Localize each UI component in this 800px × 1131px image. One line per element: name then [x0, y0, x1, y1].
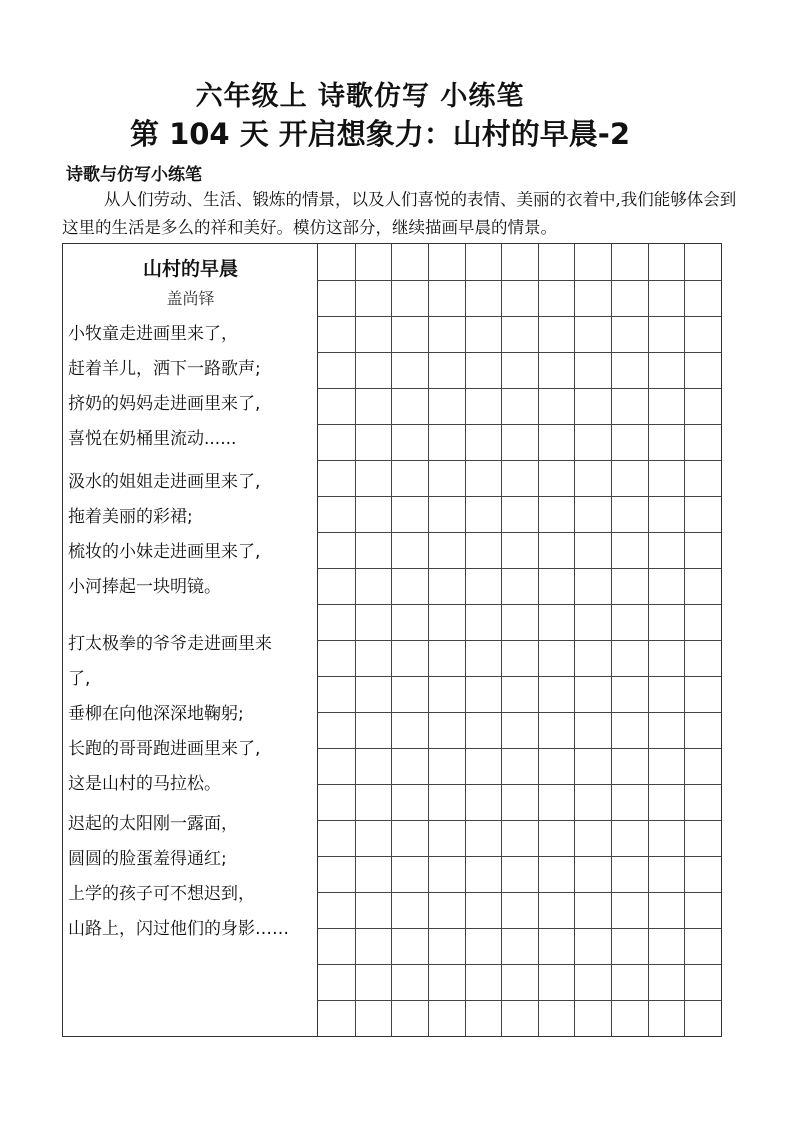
poem-line: 迟起的太阳刚一露面， — [68, 814, 238, 834]
poem-line: 长跑的哥哥跑进画里来了, — [68, 739, 261, 759]
poem-author: 盖尚铎 — [166, 289, 215, 308]
writing-grid[interactable] — [318, 244, 721, 1036]
page-title-line1: 六年级上 诗歌仿写 小练笔 — [195, 81, 525, 112]
poem-line: 山路上，闪过他们的身影…… — [68, 919, 289, 939]
poem-line: 梳妆的小妹走进画里来了, — [68, 542, 261, 562]
worksheet-frame — [62, 243, 722, 1037]
poem-line: 赶着羊儿，洒下一路歌声; — [68, 359, 261, 379]
poem-line: 喜悦在奶桶里流动...... — [68, 429, 237, 449]
poem-line: 汲水的姐姐走进画里来了, — [68, 472, 261, 492]
section-title: 诗歌与仿写小练笔 — [66, 165, 202, 185]
writing-grid-lines — [318, 244, 721, 1036]
poem-line: 小牧童走进画里来了， — [68, 324, 238, 344]
poem-panel — [63, 244, 318, 1036]
poem-title: 山村的早晨 — [142, 258, 238, 280]
poem-line: 垂柳在向他深深地鞠躬; — [68, 704, 244, 724]
poem-line: 了, — [68, 669, 91, 689]
poem-line: 小河捧起一块明镜。 — [68, 577, 221, 597]
page-title-line2: 第 104 天 开启想象力：山村的早晨-2 — [129, 117, 631, 151]
poem-line: 打太极拳的爷爷走进画里来 — [68, 634, 272, 654]
instruction-text: 从人们劳动、生活、锻炼的情景，以及人们喜悦的表情、美丽的衣着中,我们能够体会到这里的生活是多么的祥和美好。模仿这部分，继续描画早晨的情景。 — [62, 190, 737, 237]
poem-line: 圆圆的脸蛋羞得通红; — [68, 849, 227, 869]
poem-line: 这是山村的马拉松。 — [68, 774, 221, 794]
poem-line: 上学的孩子可不想迟到， — [68, 884, 255, 904]
poem-line: 拖着美丽的彩裙; — [68, 507, 193, 527]
poem-line: 挤奶的妈妈走进画里来了, — [68, 394, 261, 414]
